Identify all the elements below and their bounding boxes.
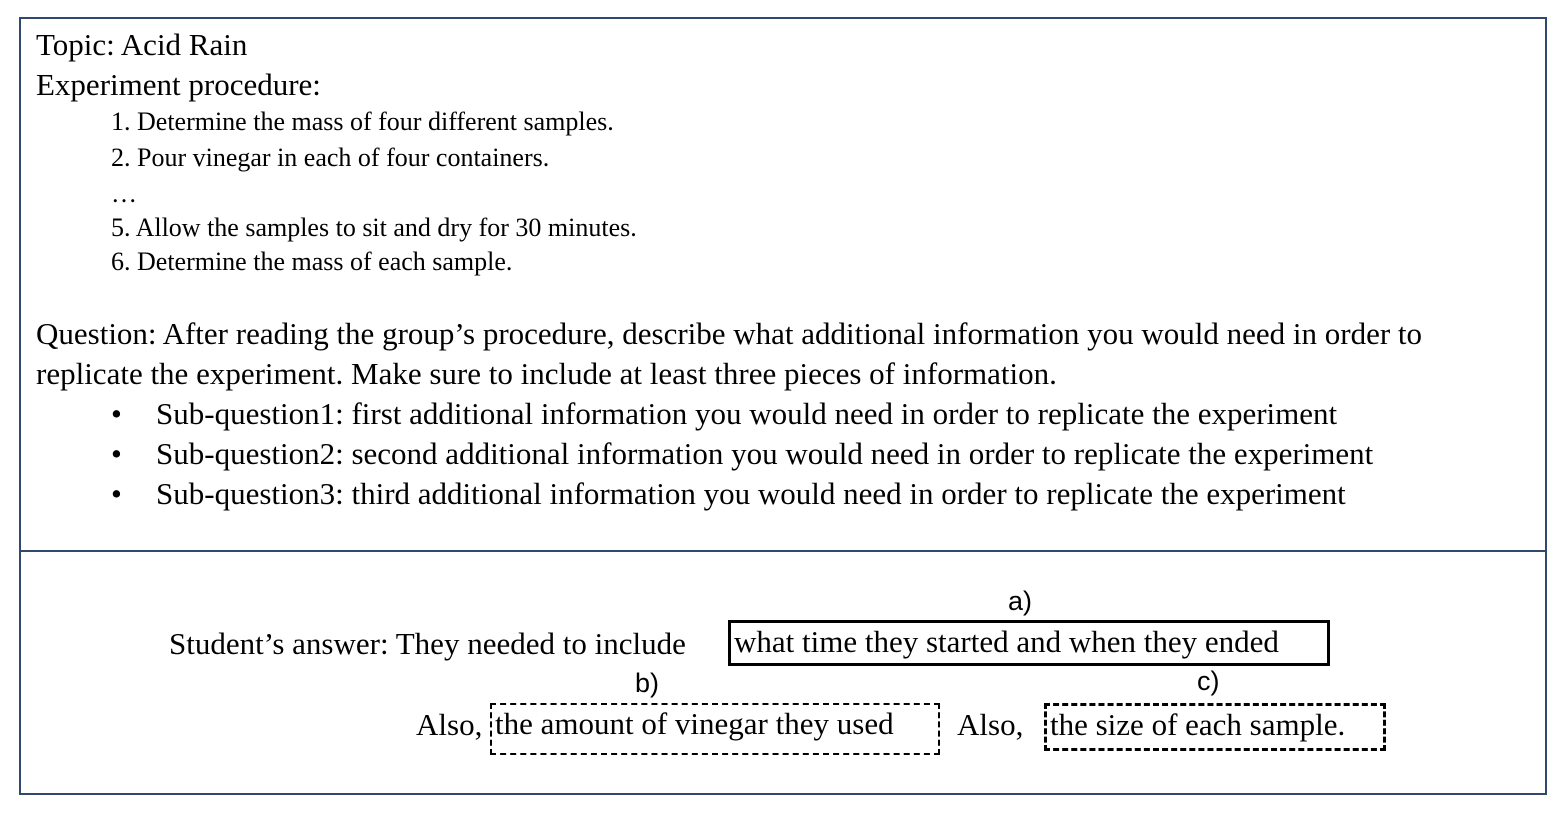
answer-span-b: the amount of vinegar they used	[490, 703, 940, 755]
answer-prefix: Student’s answer: They needed to include	[169, 626, 686, 661]
bullet-icon: •	[111, 476, 122, 511]
bullet-icon: •	[111, 436, 122, 471]
subquestion-2: Sub-question2: second additional information you would need in order to replicate the experiment	[156, 436, 1374, 471]
subquestion-1: Sub-question1: first additional information you would need in order to replicate the experiment	[156, 396, 1338, 431]
procedure-step: 6. Determine the mass of each sample.	[111, 247, 513, 276]
question-line-2: replicate the experiment. Make sure to include at least three pieces of information.	[36, 356, 1057, 391]
procedure-ellipsis: …	[111, 179, 137, 208]
topic-line: Topic: Acid Rain	[36, 27, 248, 62]
procedure-step: 1. Determine the mass of four different samples.	[111, 107, 614, 136]
answer-span-a: what time they started and when they ended	[728, 620, 1330, 666]
section-divider	[19, 550, 1547, 552]
question-line-1: Question: After reading the group’s procedure, describe what additional information you would need in order to	[36, 316, 1423, 351]
answer-also-1: Also,	[416, 707, 483, 742]
span-label-b: b)	[635, 668, 660, 698]
subquestion-3: Sub-question3: third additional information you would need in order to replicate the experiment	[156, 476, 1346, 511]
span-label-a: a)	[1008, 586, 1033, 616]
span-label-c: c)	[1197, 666, 1220, 696]
bullet-icon: •	[111, 396, 122, 431]
procedure-heading: Experiment procedure:	[36, 67, 321, 102]
procedure-step: 2. Pour vinegar in each of four containers.	[111, 143, 550, 172]
answer-span-c: the size of each sample.	[1044, 703, 1386, 751]
answer-also-2: Also,	[957, 707, 1024, 742]
procedure-step: 5. Allow the samples to sit and dry for 30 minutes.	[111, 213, 637, 242]
